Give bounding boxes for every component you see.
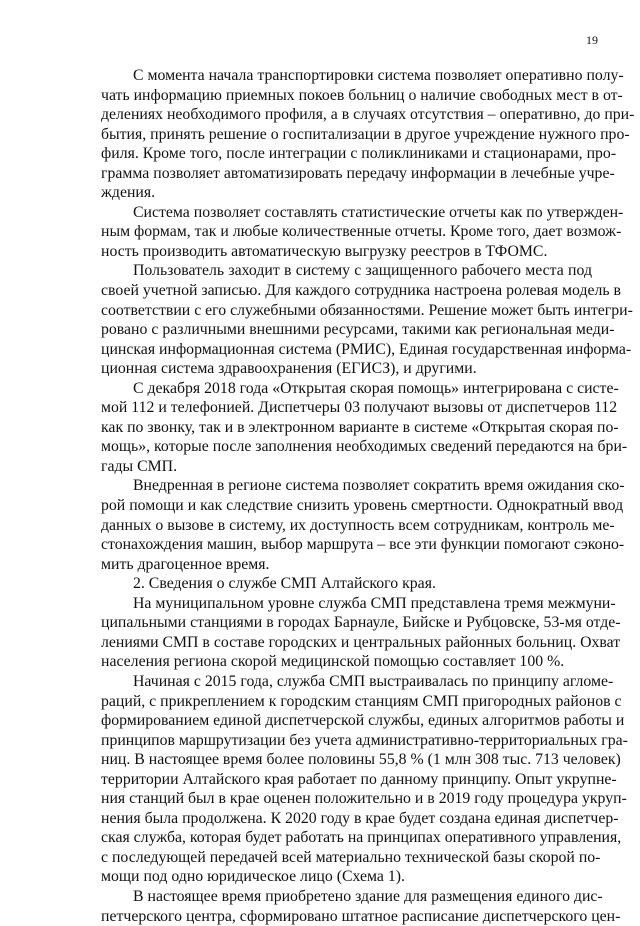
text-line: лениями СМП в составе городских и центральных районных больниц. Охват — [101, 633, 621, 651]
text-line: территории Алтайского края работает по данному принципу. Опыт укрупне- — [101, 770, 617, 788]
text-line: цинская информационная система (РМИС), Единая государственная информа- — [101, 340, 632, 358]
text-line: рой помощи и как следствие снизить уровень смертности. Однократный ввод — [101, 497, 624, 515]
text-line: нения была продолжена. К 2020 году в крае будет создана единая диспетчер- — [101, 809, 619, 827]
text-line: петчерского центра, сформировано штатное расписание диспетчерского цен- — [101, 907, 621, 925]
text-line: мощи под одно юридическое лицо (Схема 1). — [101, 868, 405, 886]
text-line: раций, с прикреплением к городским станциям СМП пригородных районов с — [101, 692, 622, 710]
text-line: Внедренная в регионе система позволяет сократить время ожидания ско- — [133, 477, 625, 495]
text-line: с последующей передачей всей материально технической базы скорой по- — [101, 848, 601, 866]
text-line: ципальными станциями в городах Барнауле, Бийске и Рубцовске, 53-мя отде- — [101, 614, 621, 632]
text-line: С момента начала транспортировки система позволяет оперативно полу- — [133, 67, 624, 84]
text-line: филя. Кроме того, после интеграции с поликлиниками и стационарами, про- — [101, 145, 617, 163]
text-line: ным формам, так и любые количественные отчеты. Кроме того, дает возмож- — [101, 223, 622, 241]
text-line: формированием единой диспетчерской службы, единых алгоритмов работы и — [101, 712, 625, 730]
text-line: мой 112 и телефонией. Диспетчеры 03 получают вызовы от диспетчеров 112 — [101, 399, 618, 417]
text-line: Пользователь заходит в систему с защищенного рабочего места под — [133, 262, 592, 280]
text-line: гады СМП. — [101, 457, 178, 475]
text-line: Начиная с 2015 года, служба СМП выстраивалась по принципу агломе- — [133, 672, 614, 690]
text-line: стонахождения машин, выбор маршрута – все эти функции помогают сэконо- — [101, 536, 625, 554]
text-line: ность производить автоматическую выгрузку реестров в ТФОМС. — [101, 242, 548, 260]
text-line: как по звонку, так и в электронном варианте в системе «Открытая скорая по- — [101, 418, 619, 436]
text-line: грамма позволяет автоматизировать передачу информации в лечебные учре- — [101, 164, 615, 182]
text-line: бытия, принять решение о госпитализации в другое учреждение нужного про- — [101, 125, 630, 143]
text-line: ская служба, которая будет работать на принципах оперативного управления, — [101, 829, 622, 847]
text-line: ния станций был в крае оценен положительно и в 2019 году процедура укруп- — [101, 790, 627, 808]
text-line: ровано с различными внешними ресурсами, такими как региональная меди- — [101, 321, 615, 339]
text-line: 2. Сведения о службе СМП Алтайского края. — [133, 575, 436, 593]
text-line: данных о вызове в систему, их доступность всем сотрудникам, контроль ме- — [101, 516, 615, 534]
text-line: ниц. В настоящее время более половины 55,8 % (1 млн 308 тыс. 713 человек) — [101, 751, 621, 769]
text-line: населения региона скорой медицинской помощью составляет 100 %. — [101, 653, 565, 671]
text-line: Система позволяет составлять статистические отчеты как по утвержден- — [133, 203, 624, 221]
text-line: С декабря 2018 года «Открытая скорая помощь» интегрирована с систе- — [133, 379, 619, 397]
text-line: мить драгоценное время. — [101, 555, 270, 573]
text-line: ционная система здравоохранения (ЕГИСЗ), и другими. — [101, 360, 477, 378]
page-number: 19 — [586, 33, 598, 47]
body-text — [101, 66, 635, 926]
text-line: В настоящее время приобретено здание для размещения единого дис- — [133, 887, 603, 905]
text-line: чать информацию приемных покоев больниц о наличие свободных мест в от- — [101, 86, 623, 104]
text-line: своей учетной записью. Для каждого сотрудника настроена ролевая модель в — [101, 282, 622, 300]
text-line: На муниципальном уровне служба СМП представлена тремя межмуни- — [133, 594, 616, 612]
text-line: соответствии с его служебными обязанностями. Решение может быть интегри- — [101, 301, 633, 319]
text-line: принципов маршрутизации без учета административно-территориальных гра- — [101, 731, 628, 749]
text-line: ждения. — [101, 184, 156, 202]
text-line: делениях необходимого профиля, а в случаях отсутствия – оперативно, до при- — [101, 106, 635, 124]
text-line: мощь», которые после заполнения необходимых сведений передаются на бри- — [101, 438, 628, 456]
